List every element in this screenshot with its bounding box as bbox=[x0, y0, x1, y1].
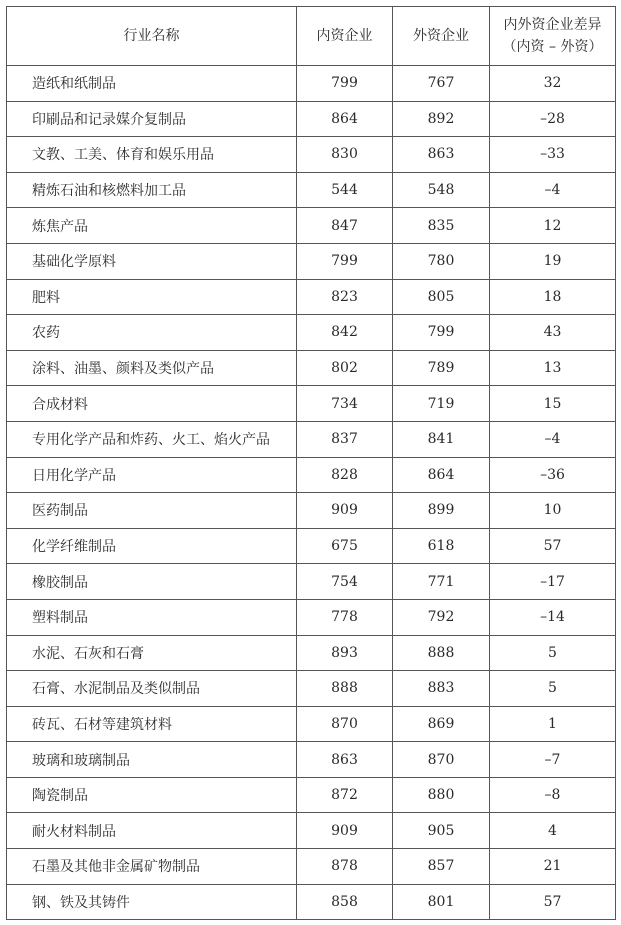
foreign-value-cell: 771 bbox=[393, 564, 490, 600]
foreign-value-cell: 792 bbox=[393, 599, 490, 635]
domestic-value-cell: 802 bbox=[297, 350, 393, 386]
difference-value-cell: 21 bbox=[490, 849, 616, 885]
industry-name-cell: 造纸和纸制品 bbox=[7, 66, 297, 102]
foreign-value-cell: 888 bbox=[393, 635, 490, 671]
difference-value-cell: 19 bbox=[490, 243, 616, 279]
foreign-value-cell: 801 bbox=[393, 884, 490, 920]
header-row bbox=[7, 7, 616, 66]
table-row bbox=[7, 813, 616, 849]
difference-value-cell: 18 bbox=[490, 279, 616, 315]
difference-value-cell: 5 bbox=[490, 671, 616, 707]
difference-value-cell: 57 bbox=[490, 884, 616, 920]
domestic-value-cell: 858 bbox=[297, 884, 393, 920]
table-row bbox=[7, 884, 616, 920]
foreign-value-cell: 767 bbox=[393, 66, 490, 102]
industry-name-cell: 肥料 bbox=[7, 279, 297, 315]
difference-value-cell: –17 bbox=[490, 564, 616, 600]
table-row bbox=[7, 635, 616, 671]
domestic-value-cell: 544 bbox=[297, 172, 393, 208]
industry-name-cell: 合成材料 bbox=[7, 386, 297, 422]
header-domestic: 内资企业 bbox=[297, 7, 393, 66]
table-row bbox=[7, 564, 616, 600]
foreign-value-cell: 799 bbox=[393, 315, 490, 351]
table-row bbox=[7, 849, 616, 885]
difference-value-cell: –8 bbox=[490, 777, 616, 813]
difference-value-cell: 32 bbox=[490, 66, 616, 102]
table-row bbox=[7, 528, 616, 564]
difference-value-cell: 12 bbox=[490, 208, 616, 244]
difference-value-cell: 10 bbox=[490, 493, 616, 529]
table-container bbox=[6, 6, 616, 920]
domestic-value-cell: 842 bbox=[297, 315, 393, 351]
industry-name-cell: 精炼石油和核燃料加工品 bbox=[7, 172, 297, 208]
foreign-value-cell: 869 bbox=[393, 706, 490, 742]
difference-value-cell: –4 bbox=[490, 172, 616, 208]
industry-name-cell: 基础化学原料 bbox=[7, 243, 297, 279]
difference-value-cell: 5 bbox=[490, 635, 616, 671]
table-row bbox=[7, 777, 616, 813]
industry-name-cell: 玻璃和玻璃制品 bbox=[7, 742, 297, 778]
domestic-value-cell: 830 bbox=[297, 137, 393, 173]
foreign-value-cell: 835 bbox=[393, 208, 490, 244]
industry-name-cell: 医药制品 bbox=[7, 493, 297, 529]
domestic-value-cell: 909 bbox=[297, 813, 393, 849]
difference-value-cell: 43 bbox=[490, 315, 616, 351]
table-row bbox=[7, 137, 616, 173]
foreign-value-cell: 719 bbox=[393, 386, 490, 422]
industry-name-cell: 砖瓦、石材等建筑材料 bbox=[7, 706, 297, 742]
table-row bbox=[7, 671, 616, 707]
table-row bbox=[7, 315, 616, 351]
difference-value-cell: 1 bbox=[490, 706, 616, 742]
industry-name-cell: 塑料制品 bbox=[7, 599, 297, 635]
header-foreign: 外资企业 bbox=[393, 7, 490, 66]
foreign-value-cell: 780 bbox=[393, 243, 490, 279]
domestic-value-cell: 872 bbox=[297, 777, 393, 813]
foreign-value-cell: 883 bbox=[393, 671, 490, 707]
industry-comparison-table bbox=[6, 6, 616, 920]
difference-value-cell: –36 bbox=[490, 457, 616, 493]
domestic-value-cell: 893 bbox=[297, 635, 393, 671]
table-row bbox=[7, 208, 616, 244]
foreign-value-cell: 841 bbox=[393, 421, 490, 457]
domestic-value-cell: 828 bbox=[297, 457, 393, 493]
industry-name-cell: 橡胶制品 bbox=[7, 564, 297, 600]
domestic-value-cell: 754 bbox=[297, 564, 393, 600]
foreign-value-cell: 863 bbox=[393, 137, 490, 173]
industry-name-cell: 农药 bbox=[7, 315, 297, 351]
foreign-value-cell: 805 bbox=[393, 279, 490, 315]
difference-value-cell: –28 bbox=[490, 101, 616, 137]
difference-value-cell: –33 bbox=[490, 137, 616, 173]
industry-name-cell: 日用化学产品 bbox=[7, 457, 297, 493]
industry-name-cell: 石墨及其他非金属矿物制品 bbox=[7, 849, 297, 885]
domestic-value-cell: 870 bbox=[297, 706, 393, 742]
foreign-value-cell: 789 bbox=[393, 350, 490, 386]
foreign-value-cell: 618 bbox=[393, 528, 490, 564]
difference-value-cell: 4 bbox=[490, 813, 616, 849]
industry-name-cell: 陶瓷制品 bbox=[7, 777, 297, 813]
table-row bbox=[7, 172, 616, 208]
table-header bbox=[7, 7, 616, 66]
industry-name-cell: 炼焦产品 bbox=[7, 208, 297, 244]
domestic-value-cell: 837 bbox=[297, 421, 393, 457]
industry-name-cell: 文教、工美、体育和娱乐用品 bbox=[7, 137, 297, 173]
table-row bbox=[7, 279, 616, 315]
domestic-value-cell: 847 bbox=[297, 208, 393, 244]
table-row bbox=[7, 66, 616, 102]
difference-value-cell: 57 bbox=[490, 528, 616, 564]
industry-name-cell: 钢、铁及其铸件 bbox=[7, 884, 297, 920]
foreign-value-cell: 870 bbox=[393, 742, 490, 778]
domestic-value-cell: 778 bbox=[297, 599, 393, 635]
table-row bbox=[7, 493, 616, 529]
difference-value-cell: –4 bbox=[490, 421, 616, 457]
difference-value-cell: 15 bbox=[490, 386, 616, 422]
domestic-value-cell: 799 bbox=[297, 66, 393, 102]
header-industry: 行业名称 bbox=[7, 7, 297, 66]
domestic-value-cell: 675 bbox=[297, 528, 393, 564]
industry-name-cell: 耐火材料制品 bbox=[7, 813, 297, 849]
foreign-value-cell: 892 bbox=[393, 101, 490, 137]
header-difference-line1: 内外资企业差异 bbox=[503, 17, 602, 33]
industry-name-cell: 水泥、石灰和石膏 bbox=[7, 635, 297, 671]
table-row bbox=[7, 386, 616, 422]
difference-value-cell: 13 bbox=[490, 350, 616, 386]
domestic-value-cell: 888 bbox=[297, 671, 393, 707]
foreign-value-cell: 905 bbox=[393, 813, 490, 849]
foreign-value-cell: 864 bbox=[393, 457, 490, 493]
domestic-value-cell: 823 bbox=[297, 279, 393, 315]
difference-value-cell: –7 bbox=[490, 742, 616, 778]
table-row bbox=[7, 457, 616, 493]
domestic-value-cell: 864 bbox=[297, 101, 393, 137]
table-body bbox=[7, 66, 616, 920]
industry-name-cell: 化学纤维制品 bbox=[7, 528, 297, 564]
industry-name-cell: 印刷品和记录媒介复制品 bbox=[7, 101, 297, 137]
table-row bbox=[7, 421, 616, 457]
header-difference-line2: （内资 – 外资） bbox=[502, 39, 603, 55]
domestic-value-cell: 878 bbox=[297, 849, 393, 885]
domestic-value-cell: 734 bbox=[297, 386, 393, 422]
foreign-value-cell: 880 bbox=[393, 777, 490, 813]
foreign-value-cell: 857 bbox=[393, 849, 490, 885]
domestic-value-cell: 799 bbox=[297, 243, 393, 279]
domestic-value-cell: 909 bbox=[297, 493, 393, 529]
table-row bbox=[7, 599, 616, 635]
foreign-value-cell: 548 bbox=[393, 172, 490, 208]
table-row bbox=[7, 101, 616, 137]
industry-name-cell: 石膏、水泥制品及类似制品 bbox=[7, 671, 297, 707]
industry-name-cell: 涂料、油墨、颜料及类似产品 bbox=[7, 350, 297, 386]
foreign-value-cell: 899 bbox=[393, 493, 490, 529]
table-row bbox=[7, 350, 616, 386]
table-row bbox=[7, 742, 616, 778]
header-difference bbox=[490, 7, 616, 66]
table-row bbox=[7, 706, 616, 742]
table-row bbox=[7, 243, 616, 279]
difference-value-cell: –14 bbox=[490, 599, 616, 635]
domestic-value-cell: 863 bbox=[297, 742, 393, 778]
industry-name-cell: 专用化学产品和炸药、火工、焰火产品 bbox=[7, 421, 297, 457]
